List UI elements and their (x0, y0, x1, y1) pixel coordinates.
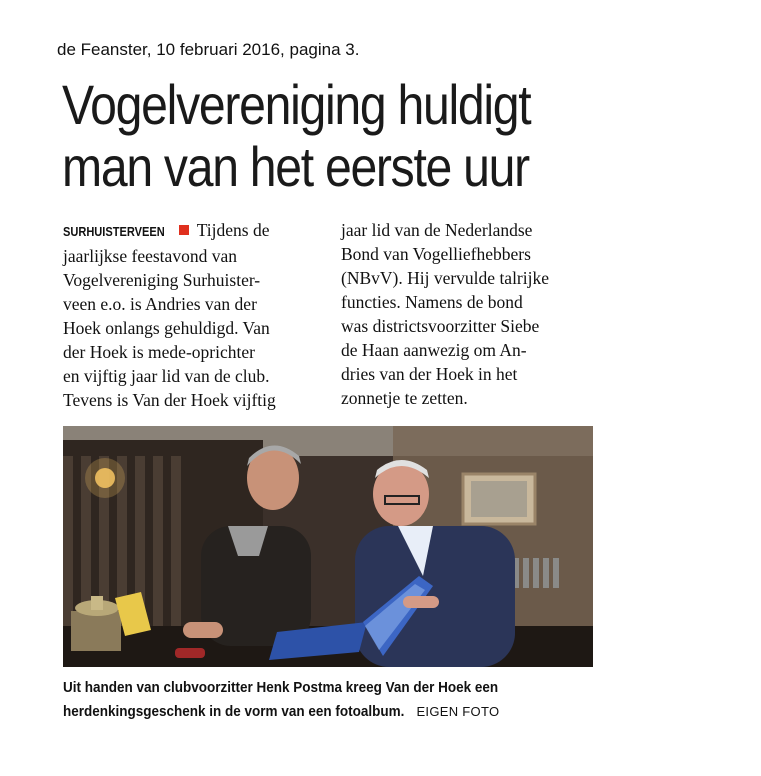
article-column-left (63, 218, 319, 412)
body-line: Vogelvereniging Surhuister- (63, 270, 261, 290)
caption-text-line-1: Uit handen van clubvoorzitter Henk Postma kreeg Van der Hoek een (63, 679, 499, 696)
body-line: jaar lid van de Nederlandse (341, 220, 533, 240)
body-line: SURHUISTERVEEN Tijdens de (63, 218, 319, 244)
body-line: de Haan aanwezig om An- (341, 340, 527, 360)
body-line: Bond van Vogelliefhebbers (341, 244, 531, 264)
headline-line-2: man van het eerste uur (62, 135, 529, 198)
body-line: veen e.o. is Andries van der (63, 294, 257, 314)
body-line: zonnetje te zetten. (341, 388, 468, 408)
body-line: functies. Namens de bond (341, 292, 523, 312)
body-line: (NBvV). Hij vervulde talrijke (341, 268, 550, 288)
caption-text-line-2: herdenkingsgeschenk in de vorm van een fotoalbum. (63, 703, 405, 720)
article-column-right (341, 218, 591, 410)
body-line: was districtsvoorzitter Siebe (341, 316, 540, 336)
source-line: de Feanster, 10 februari 2016, pagina 3. (57, 40, 360, 59)
photo-caption (63, 676, 623, 724)
body-line: en vijftig jaar lid van de club. (63, 366, 270, 386)
body-line: der Hoek is mede-oprichter (63, 342, 255, 362)
photo-illustration (63, 426, 593, 667)
dateline: SURHUISTERVEEN (63, 224, 165, 239)
headline (62, 74, 612, 198)
headline-line-1: Vogelvereniging huldigt (62, 73, 531, 136)
section-marker (179, 225, 189, 235)
body-line: Hoek onlangs gehuldigd. Van (63, 318, 270, 338)
photo-credit: EIGEN FOTO (416, 704, 500, 719)
article-photo (63, 426, 593, 667)
body-line: Tevens is Van der Hoek vijftig (63, 390, 276, 410)
body-line: dries van der Hoek in het (341, 364, 518, 384)
body-line: jaarlijkse feestavond van (63, 246, 237, 266)
